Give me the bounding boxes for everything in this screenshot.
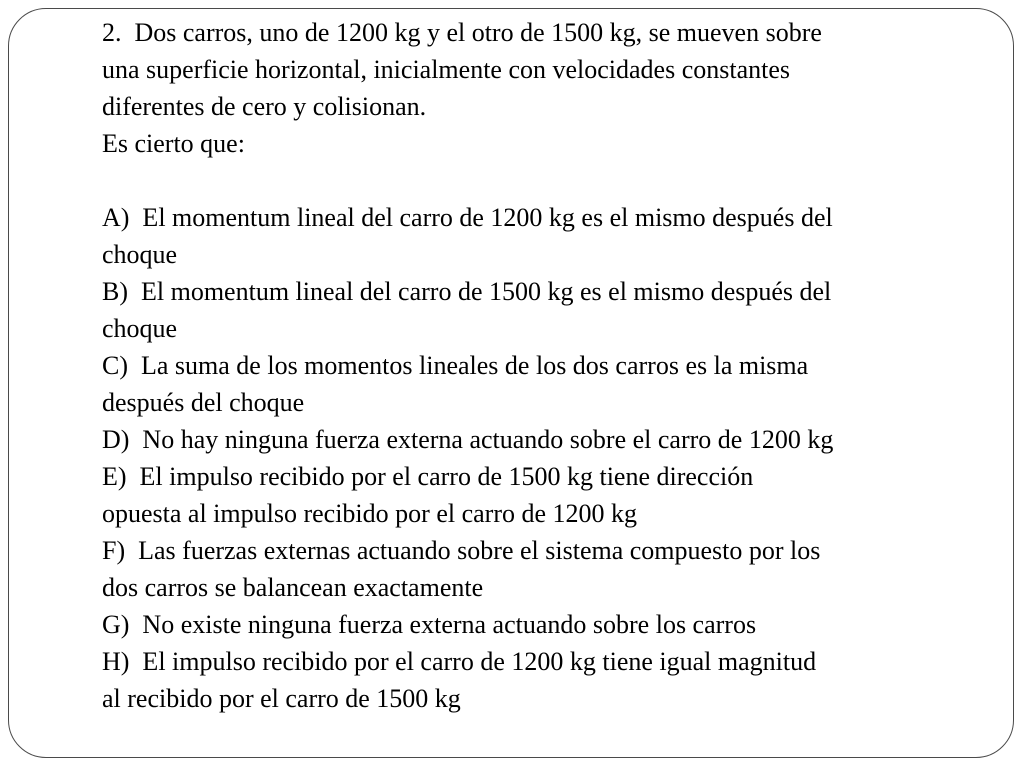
option-a (102, 199, 1002, 273)
option-text: E) El impulso recibido por el carro de 1500 kg tiene dirección (102, 462, 754, 491)
option-text: F) Las fuerzas externas actuando sobre el sistema compuesto por los (102, 536, 821, 565)
slide-content (102, 14, 1002, 717)
option-text: D) No hay ninguna fuerza externa actuando sobre el carro de 1200 kg (102, 425, 834, 454)
question-stem-line: diferentes de cero y colisionan. (102, 92, 427, 121)
option-text: B) El momentum lineal del carro de 1500 kg es el mismo después del (102, 277, 832, 306)
spacer (102, 162, 1002, 199)
question-prompt: Es cierto que: (102, 129, 245, 158)
option-f (102, 532, 1002, 606)
option-text: dos carros se balancean exactamente (102, 573, 484, 602)
option-c (102, 347, 1002, 421)
option-text: A) El momentum lineal del carro de 1200 kg es el mismo después del (102, 203, 833, 232)
option-text: al recibido por el carro de 1500 kg (102, 684, 461, 713)
options-list (102, 199, 1002, 717)
question-stem (102, 14, 1002, 162)
option-text: H) El impulso recibido por el carro de 1200 kg tiene igual magnitud (102, 647, 817, 676)
question-stem-line: una superficie horizontal, inicialmente con velocidades constantes (102, 55, 791, 84)
option-h (102, 643, 1002, 717)
option-e (102, 458, 1002, 532)
option-d (102, 421, 1002, 458)
option-g (102, 606, 1002, 643)
option-text: G) No existe ninguna fuerza externa actuando sobre los carros (102, 610, 757, 639)
question-stem-line: 2. Dos carros, uno de 1200 kg y el otro de 1500 kg, se mueven sobre (102, 18, 822, 47)
option-text: choque (102, 314, 178, 343)
option-text: C) La suma de los momentos lineales de los dos carros es la misma (102, 351, 809, 380)
option-text: opuesta al impulso recibido por el carro de 1200 kg (102, 499, 638, 528)
option-b (102, 273, 1002, 347)
option-text: después del choque (102, 388, 305, 417)
option-text: choque (102, 240, 178, 269)
